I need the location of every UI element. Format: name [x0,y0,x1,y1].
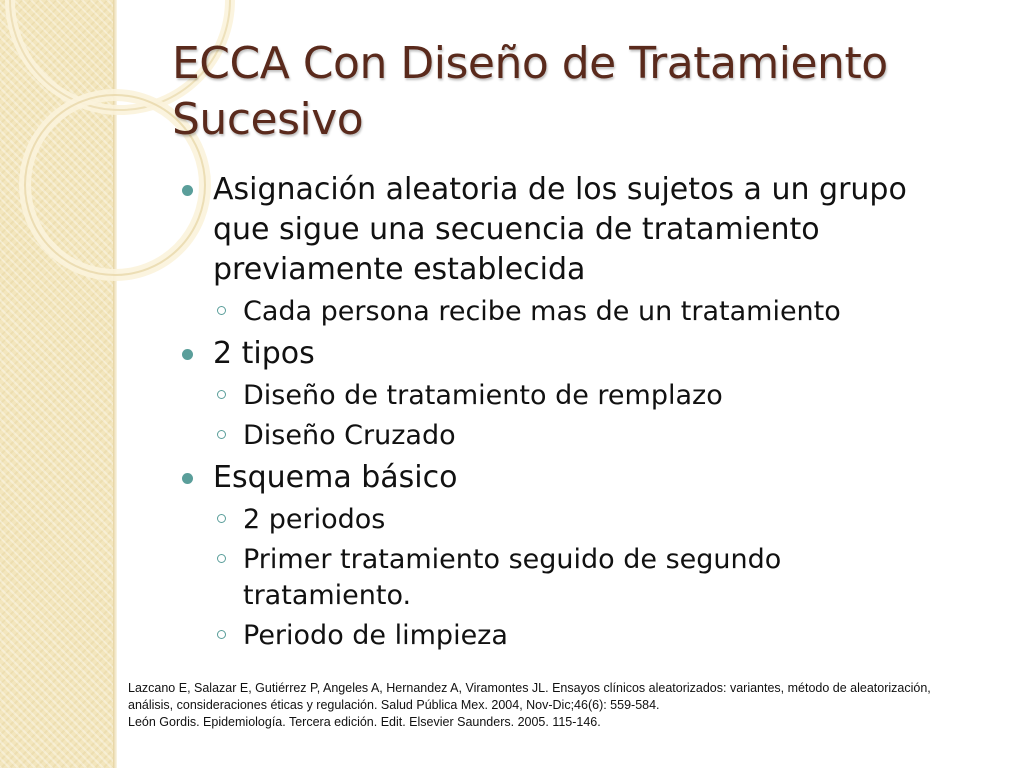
bullet-list [180,166,940,654]
sub-bullet-text: Periodo de limpieza [243,620,508,651]
bullet-text: 2 tipos [213,336,315,371]
slide-title [172,36,992,148]
sub-bullet-text: 2 periodos [243,504,386,535]
sub-bullet-ring-icon [217,430,226,439]
bullet-item [180,334,940,374]
bullet-item [180,458,940,498]
sub-bullet-text: Diseño de tratamiento de remplazo [243,380,723,411]
bullet-dot-icon [182,349,193,360]
slide-title-line-2: Sucesivo [172,94,364,145]
reference-line: León Gordis. Epidemiología. Tercera edición. Edit. Elsevier Saunders. 2005. 115-146. [128,715,601,729]
bullet-text: Esquema básico [213,460,458,495]
sub-bullet-item [180,378,940,414]
bullet-text: Asignación aleatoria de los sujetos a un grupo que sigue una secuencia de tratamiento previamente establecida [213,172,907,287]
sub-bullet-ring-icon [217,630,226,639]
reference-line: Lazcano E, Salazar E, Gutiérrez P, Angeles A, Hernandez A, Viramontes JL. Ensayos clínicos aleatorizados: variantes, método de aleatorización, [128,681,931,695]
bullet-item [180,170,940,290]
sub-bullet-ring-icon [217,554,226,563]
sub-bullet-ring-icon [217,306,226,315]
bullet-dot-icon [182,185,193,196]
sub-bullet-text: Cada persona recibe mas de un tratamiento [243,296,841,327]
sub-bullet-ring-icon [217,390,226,399]
slide-title-line-1: ECCA Con Diseño de Tratamiento [172,38,888,89]
sub-bullet-item [180,294,940,330]
reference-line: análisis, consideraciones éticas y regulación. Salud Pública Mex. 2004, Nov-Dic;46(6): 559-584. [128,698,660,712]
sub-bullet-item [180,542,940,614]
sub-bullet-item [180,502,940,538]
sub-bullet-text: Primer tratamiento seguido de segundo tratamiento. [243,544,782,611]
sub-bullet-item [180,618,940,654]
bullet-dot-icon [182,473,193,484]
sub-bullet-text: Diseño Cruzado [243,420,456,451]
sub-bullet-ring-icon [217,514,226,523]
references [128,680,1008,731]
sub-bullet-item [180,418,940,454]
